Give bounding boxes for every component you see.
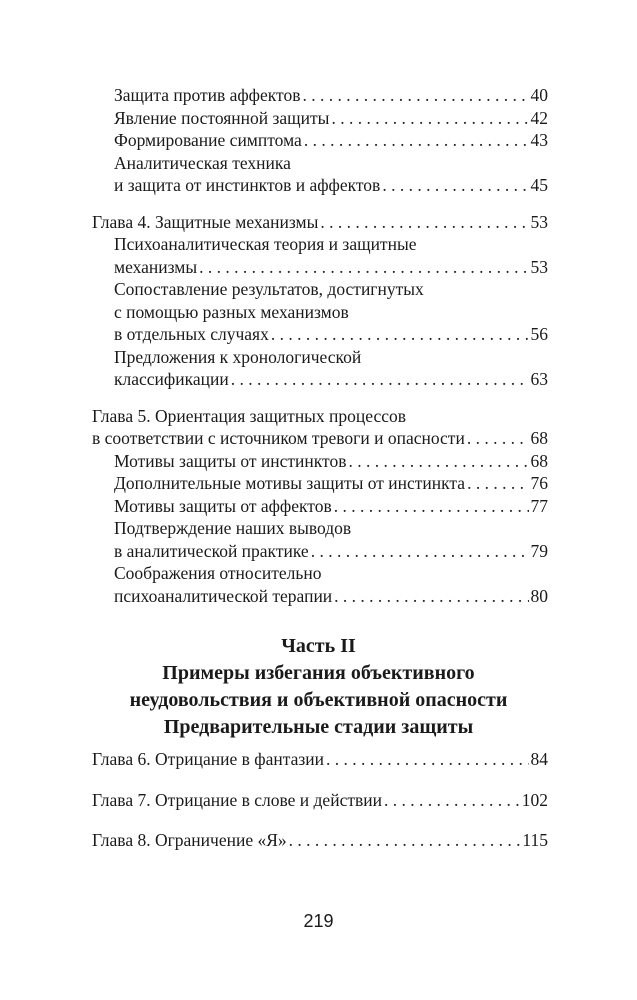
toc-entry[interactable] bbox=[92, 84, 548, 107]
dot-leader bbox=[384, 789, 520, 812]
toc-entry-page: 68 bbox=[530, 450, 548, 471]
toc-entry-line: Сопоставление результатов, достигнутых bbox=[114, 279, 424, 299]
toc-entry[interactable] bbox=[92, 129, 548, 152]
dot-leader bbox=[326, 748, 529, 771]
toc-entry-title: в соответствии с источником тревоги и опасности bbox=[92, 428, 465, 448]
toc-entry-leader-row bbox=[114, 540, 548, 563]
toc-entry-leader-row bbox=[92, 427, 548, 450]
toc-entry-leader-row bbox=[114, 368, 548, 391]
toc-entry-line: Предложения к хронологической bbox=[114, 346, 362, 367]
toc-entry[interactable] bbox=[92, 107, 548, 130]
toc-entry-title: в аналитической практике bbox=[114, 540, 309, 561]
toc-entry[interactable] bbox=[92, 405, 548, 450]
toc-entry-page: 102 bbox=[521, 789, 548, 810]
toc-top bbox=[92, 84, 548, 607]
dot-leader bbox=[331, 107, 528, 130]
toc-entry-page: 76 bbox=[530, 473, 548, 493]
toc-entry-title: Глава 7. Отрицание в слове и действии bbox=[92, 789, 382, 810]
toc-entry-page: 53 bbox=[530, 256, 548, 277]
toc-entry[interactable] bbox=[92, 472, 548, 495]
toc-entry-leader-row bbox=[114, 585, 548, 608]
toc-entry-line: Соображения относительно bbox=[114, 563, 322, 583]
toc-entry-page: 53 bbox=[530, 211, 548, 232]
dot-leader bbox=[467, 472, 528, 495]
toc-entry-page: 45 bbox=[530, 175, 548, 195]
toc-entry-page: 56 bbox=[530, 324, 548, 344]
toc-entry-title: Дополнительные мотивы защиты от инстинкта bbox=[114, 473, 466, 493]
toc-entry-page: 68 bbox=[530, 428, 548, 448]
toc-entry[interactable] bbox=[92, 233, 548, 278]
dot-leader bbox=[334, 495, 529, 518]
toc-entry[interactable] bbox=[92, 789, 548, 812]
part-subtitle-2: неудовольствия и объективной опасности bbox=[129, 689, 508, 711]
toc-entry-title: Глава 6. Отрицание в фантазии bbox=[92, 749, 324, 769]
page-number: 219 bbox=[303, 911, 334, 931]
toc-entry-page: 63 bbox=[530, 369, 548, 389]
toc-entry-leader-row bbox=[114, 174, 548, 197]
toc-entry-leader-row bbox=[114, 472, 548, 495]
toc-entry-leader-row bbox=[114, 107, 548, 130]
toc-entry-title: Глава 4. Защитные механизмы bbox=[92, 211, 319, 232]
toc-entry-leader-row bbox=[114, 129, 548, 152]
dot-leader bbox=[382, 174, 528, 197]
toc-entry-line: Психоаналитическая теория и защитные bbox=[114, 234, 417, 254]
dot-leader bbox=[231, 368, 529, 391]
toc-entry-line: Аналитическая техника bbox=[114, 152, 291, 173]
toc-entry-page: 84 bbox=[530, 749, 548, 769]
toc-entry-leader-row bbox=[92, 748, 548, 771]
toc-entry-title: и защита от инстинктов и аффектов bbox=[114, 175, 381, 195]
toc-entry-page: 115 bbox=[522, 830, 548, 850]
toc-entry-line: с помощью разных механизмов bbox=[114, 301, 349, 322]
toc-entry-leader-row bbox=[114, 256, 548, 279]
toc-entry[interactable] bbox=[92, 517, 548, 562]
toc-bottom bbox=[92, 748, 548, 870]
dot-leader bbox=[289, 829, 521, 852]
toc-entry[interactable] bbox=[92, 346, 548, 391]
toc-entry-title: классификации bbox=[114, 369, 229, 389]
part-subtitle-3: Предварительные стадии защиты bbox=[163, 716, 474, 738]
dot-leader bbox=[467, 427, 529, 450]
toc-entry-line: Подтверждение наших выводов bbox=[114, 518, 352, 538]
toc-entry-title: Глава 8. Ограничение «Я» bbox=[92, 830, 287, 850]
dot-leader bbox=[334, 585, 528, 608]
toc-entry[interactable] bbox=[92, 211, 548, 234]
toc-entry-title: психоаналитической терапии bbox=[114, 585, 333, 606]
toc-entry-page: 79 bbox=[530, 540, 548, 561]
dot-leader bbox=[304, 129, 529, 152]
toc-entry-title: механизмы bbox=[114, 256, 198, 277]
toc-entry-title: Мотивы защиты от аффектов bbox=[114, 495, 332, 516]
toc-entry-title: Защита против аффектов bbox=[114, 85, 301, 105]
toc-entry-leader-row bbox=[114, 84, 548, 107]
toc-entry[interactable] bbox=[92, 450, 548, 473]
toc-entry[interactable] bbox=[92, 562, 548, 607]
toc-entry-page: 42 bbox=[530, 107, 548, 128]
toc-entry-leader-row bbox=[92, 829, 548, 852]
toc-entry-page: 77 bbox=[530, 495, 548, 516]
dot-leader bbox=[199, 256, 528, 279]
toc-entry-leader-row bbox=[114, 323, 548, 346]
toc-group-gap bbox=[92, 391, 548, 405]
toc-entry-title: Мотивы защиты от инстинктов bbox=[114, 450, 347, 471]
toc-entry-line: Глава 5. Ориентация защитных процессов bbox=[92, 405, 407, 426]
dot-leader bbox=[320, 211, 528, 234]
toc-entry-page: 80 bbox=[530, 585, 548, 606]
toc-entry[interactable] bbox=[92, 152, 548, 197]
toc-entry-leader-row bbox=[114, 495, 548, 518]
toc-entry-page: 43 bbox=[530, 130, 548, 150]
toc-entry-title: Формирование симптома bbox=[114, 130, 302, 150]
toc-entry[interactable] bbox=[92, 495, 548, 518]
toc-entry-page: 40 bbox=[530, 85, 548, 105]
dot-leader bbox=[302, 84, 528, 107]
part-heading bbox=[0, 633, 637, 741]
toc-entry-title: в отдельных случаях bbox=[114, 324, 269, 344]
toc-entry[interactable] bbox=[92, 278, 548, 346]
toc-entry-title: Явление постоянной защиты bbox=[114, 107, 330, 128]
toc-entry-leader-row bbox=[92, 789, 548, 812]
dot-leader bbox=[348, 450, 528, 473]
dot-leader bbox=[271, 323, 529, 346]
toc-entry[interactable] bbox=[92, 748, 548, 771]
toc-group-gap bbox=[92, 197, 548, 211]
toc-entry-leader-row bbox=[114, 450, 548, 473]
dot-leader bbox=[311, 540, 529, 563]
part-title: Часть II bbox=[281, 635, 356, 657]
toc-entry-leader-row bbox=[92, 211, 548, 234]
part-subtitle-1: Примеры избегания объективного bbox=[162, 662, 475, 684]
toc-entry[interactable] bbox=[92, 829, 548, 852]
